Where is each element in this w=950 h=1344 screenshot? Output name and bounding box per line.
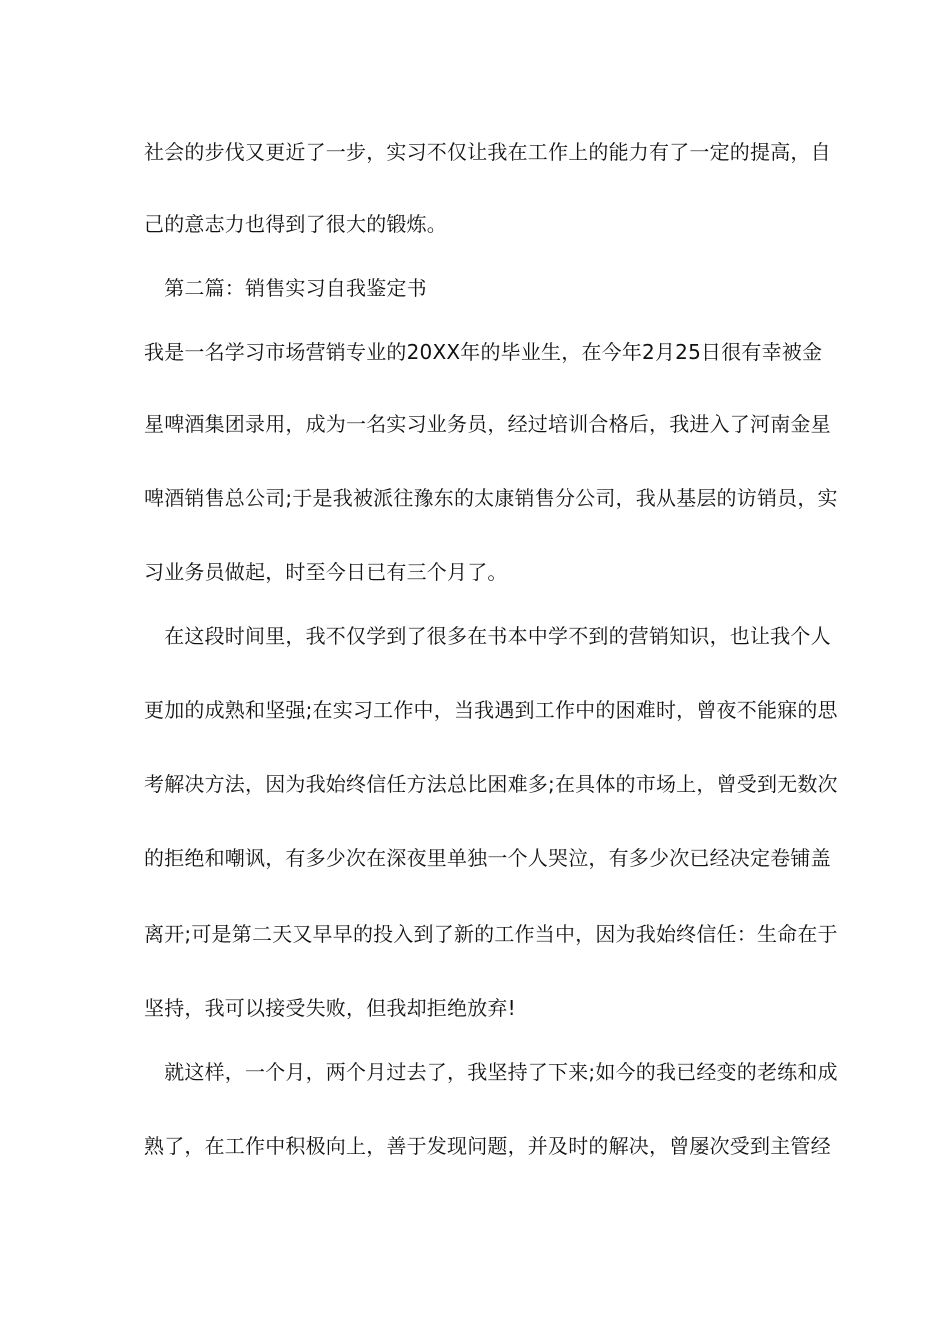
text-line: 就这样，一个月，两个月过去了，我坚持了下来;如今的我已经变的老练和成 [144,1060,838,1084]
text-line: 我是一名学习市场营销专业的20XX年的毕业生，在今年2月25日很有幸被金 [144,340,823,364]
text-line: 的拒绝和嘲讽，有多少次在深夜里单独一个人哭泣，有多少次已经决定卷铺盖 [144,846,831,870]
text-line: 习业务员做起，时至今日已有三个月了。 [144,560,508,584]
text-line: 离开;可是第二天又早早的投入到了新的工作当中，因为我始终信任：生命在于 [144,922,838,946]
text-line: 己的意志力也得到了很大的锻炼。 [144,212,447,236]
section-heading: 第二篇：销售实习自我鉴定书 [144,276,427,300]
text-line: 社会的步伐又更近了一步，实习不仅让我在工作上的能力有了一定的提高，自 [144,140,831,164]
text-line: 在这段时间里，我不仅学到了很多在书本中学不到的营销知识，也让我个人 [144,624,831,648]
text-line: 考解决方法，因为我始终信任方法总比困难多;在具体的市场上，曾受到无数次 [144,772,838,796]
text-line: 啤酒销售总公司;于是我被派往豫东的太康销售分公司，我从基层的访销员，实 [144,486,838,510]
text-line: 熟了，在工作中积极向上，善于发现问题，并及时的解决，曾屡次受到主管经 [144,1134,831,1158]
text-line: 更加的成熟和坚强;在实习工作中，当我遇到工作中的困难时，曾夜不能寐的思 [144,698,838,722]
text-line: 坚持，我可以接受失败，但我却拒绝放弃! [144,996,516,1020]
text-line: 星啤酒集团录用，成为一名实习业务员，经过培训合格后，我进入了河南金星 [144,412,831,436]
